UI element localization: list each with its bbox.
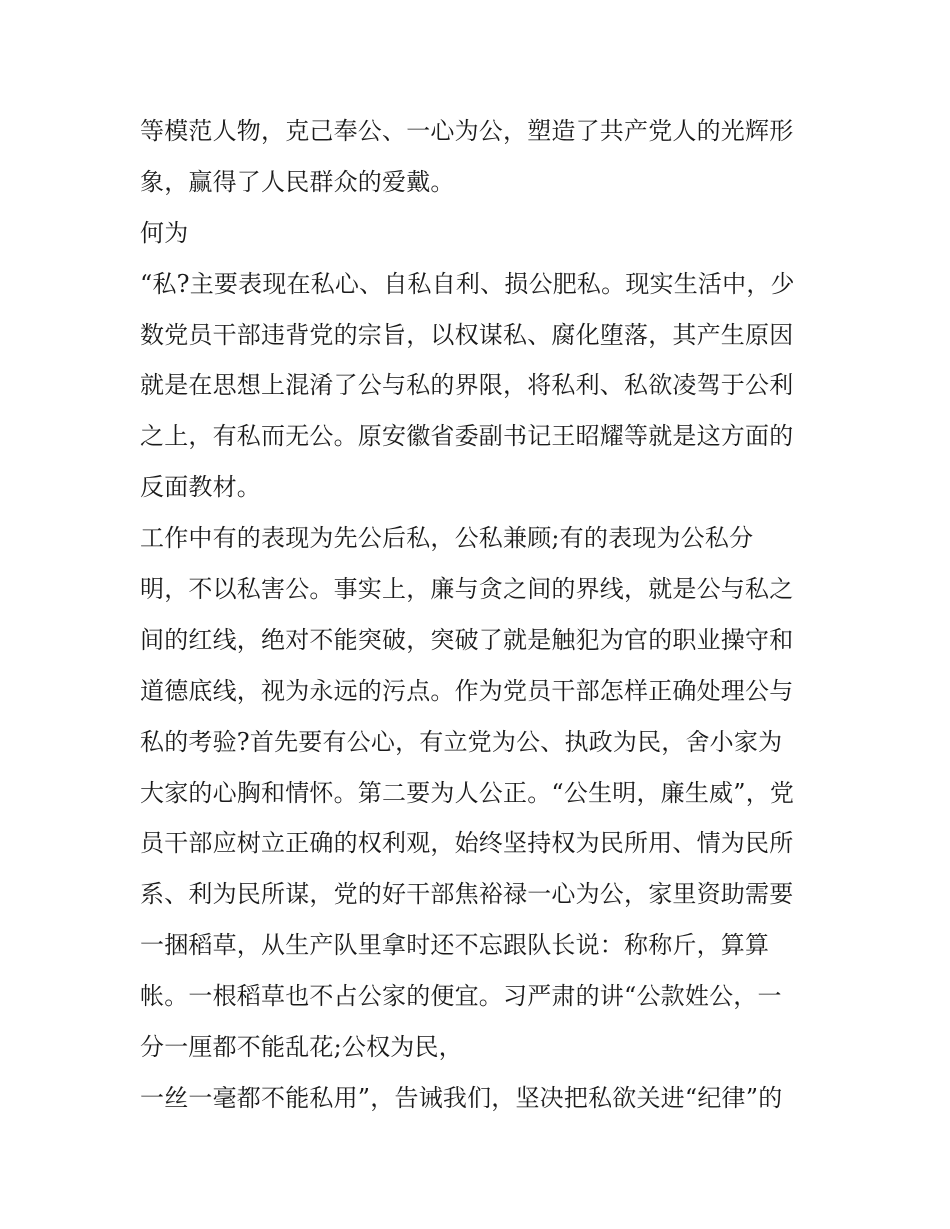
text-line: 间的红线，绝对不能突破，突破了就是触犯为官的职业操守和 [140,625,794,654]
text-line: 何为 [140,218,189,247]
text-line: 之上，有私而无公。原安徽省委副书记王昭耀等就是这方面的 [140,422,794,451]
text-line: 就是在思想上混淆了公与私的界限，将私利、私欲凌驾于公利 [140,371,794,400]
text-line: 大家的心胸和情怀。第二要为人公正。“公生明，廉生威”，党 [140,778,795,807]
text-line: 分一厘都不能乱花;公权为民， [140,1033,463,1062]
text-line: 员干部应树立正确的权利观，始终坚持权为民所用、情为民所 [140,829,794,858]
text-line: 帐。一根稻草也不占公家的便宜。习严肃的讲“公款姓公，一 [140,982,782,1011]
text-line: 系、利为民所谋，党的好干部焦裕禄一心为公，家里资助需要 [140,880,794,909]
text-line: 数党员干部违背党的宗旨，以权谋私、腐化堕落，其产生原因 [140,320,794,349]
text-line: 工作中有的表现为先公后私，公私兼顾;有的表现为公私分 [140,524,754,553]
text-line: 一捆稻草，从生产队里拿时还不忘跟队长说：称称斤，算算 [140,931,770,960]
text-line: 象，赢得了人民群众的爱戴。 [140,167,455,196]
body-text [140,106,840,1124]
text-line: 反面教材。 [140,473,261,502]
text-line: 私的考验?首先要有公心，有立党为公、执政为民，舍小家为 [140,727,783,756]
text-line: 明，不以私害公。事实上，廉与贪之间的界线，就是公与私之 [140,575,794,604]
text-line: 一丝一毫都不能私用”，告诫我们，坚决把私欲关进“纪律”的 [140,1083,783,1112]
text-line: “私?主要表现在私心、自私自利、损公肥私。现实生活中，少 [140,269,795,298]
text-line: 等模范人物，克己奉公、一心为公，塑造了共产党人的光辉形 [140,117,794,145]
text-line: 道德底线，视为永远的污点。作为党员干部怎样正确处理公与 [140,676,794,705]
